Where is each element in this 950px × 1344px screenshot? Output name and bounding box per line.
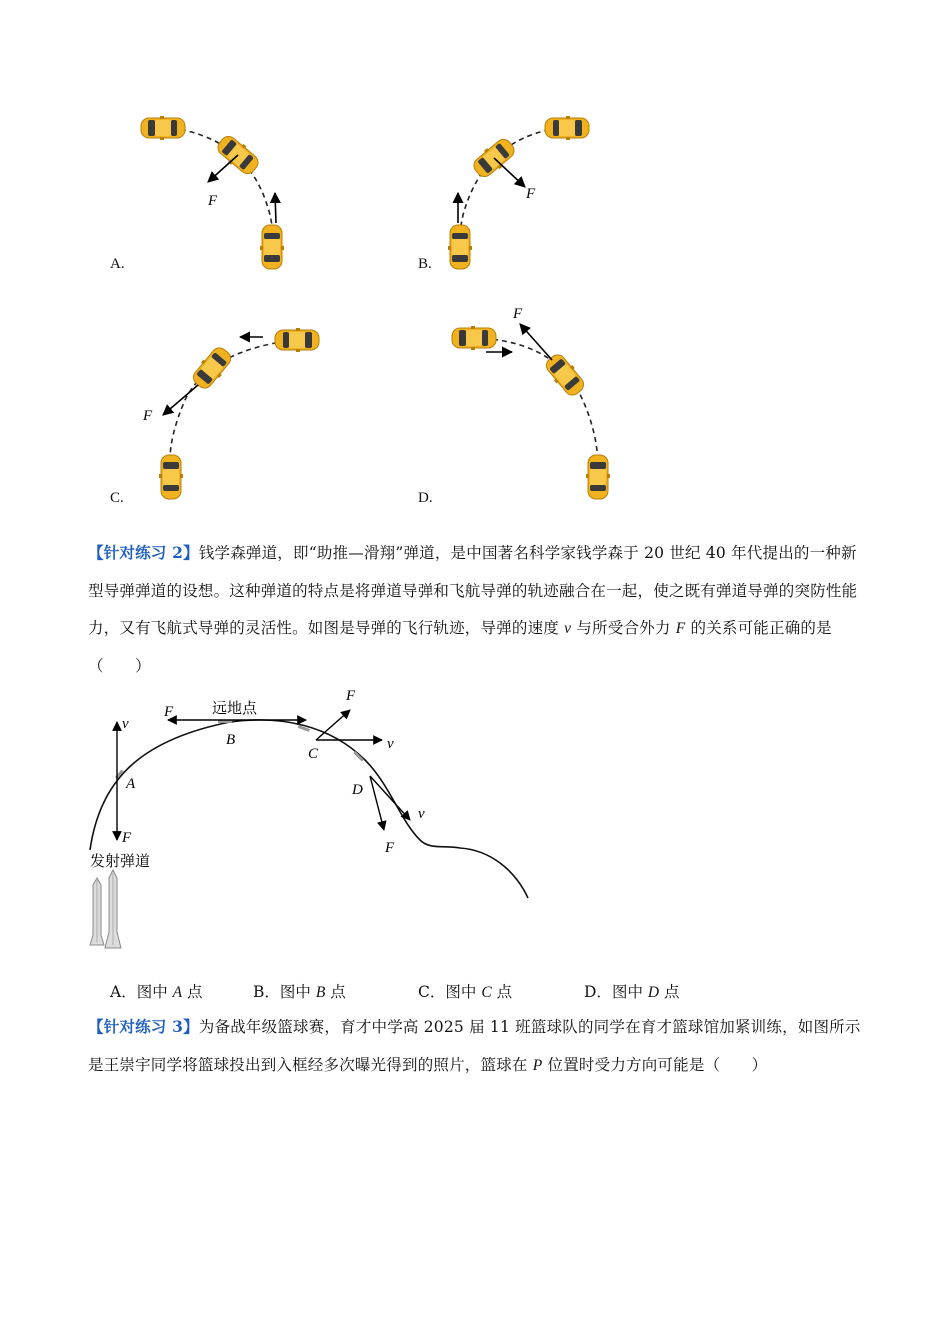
car-icon: [542, 350, 589, 399]
car-icon: [260, 225, 284, 269]
practice-3-question: [88, 1008, 868, 1084]
velocity-label: v: [387, 736, 394, 752]
force-label: F: [385, 840, 395, 856]
choice-letter: C．: [418, 983, 446, 1001]
car-icon: [275, 328, 319, 352]
choice-a[interactable]: [110, 980, 203, 1002]
choice-text: 点: [659, 983, 680, 1001]
choice-letter: A．: [110, 983, 137, 1001]
choice-text: 图中: [279, 983, 316, 1001]
car-icon: [141, 116, 185, 140]
option-d-label: D.: [418, 490, 433, 506]
force-label: F: [346, 688, 356, 704]
choice-point: C: [481, 984, 492, 1001]
point-c-label: C: [308, 746, 319, 762]
force-label: F: [143, 408, 153, 424]
velocity-symbol: v: [564, 620, 572, 637]
question-text: 与所受合外力: [571, 619, 676, 637]
choice-b[interactable]: [253, 980, 346, 1002]
car-icon: [448, 225, 472, 269]
practice-3-tag: 【针对练习 3】: [88, 1017, 199, 1036]
practice-2-question: [88, 534, 868, 685]
missile-trajectory-diagram: [80, 680, 550, 960]
choice-text: 点: [182, 983, 203, 1001]
choice-text: 点: [491, 983, 513, 1001]
choice-point: D: [647, 984, 660, 1001]
force-symbol: F: [675, 620, 686, 637]
choice-d[interactable]: [584, 980, 680, 1002]
rocket-icon: [90, 878, 104, 945]
car-icon: [586, 455, 610, 499]
choice-letter: D．: [584, 983, 612, 1001]
choice-c[interactable]: [418, 980, 512, 1002]
force-label: F: [513, 306, 523, 322]
position-symbol: P: [532, 1056, 543, 1074]
car-diagram-c: [130, 320, 340, 510]
question-text: 钱学森弹道，即“助推—滑翔”弹道，是中国著名科学家钱学森于 20 世纪 40 年代提出的一种新型导弹弹道的设想。这种弹道的特点是将弹道导弹和飞航导弹的轨迹融合在一起，使之既有弹道导弹的突防性能力，又有飞航式导弹的灵活性。如图是导弹的飞行轨迹，导弹的速度: [88, 544, 858, 637]
question-text: 的关系可能正确的是（ ）: [88, 619, 832, 675]
choice-point: B: [315, 984, 326, 1001]
car-icon: [452, 326, 496, 350]
option-b-label: B.: [418, 256, 432, 272]
choice-point: A: [172, 984, 183, 1001]
force-label: F: [526, 186, 536, 202]
velocity-label: v: [122, 716, 129, 732]
choice-text: 图中: [136, 983, 173, 1001]
car-diagram-d: [430, 300, 640, 510]
point-b-label: B: [226, 732, 236, 748]
practice-2-tag: 【针对练习 2】: [88, 543, 199, 562]
rocket-icon: [105, 870, 121, 948]
choice-text: 点: [325, 983, 346, 1001]
question-text: 位置时受力方向可能是（ ）: [542, 1055, 768, 1074]
apogee-label: 远地点: [212, 701, 258, 717]
car-icon: [189, 343, 236, 392]
car-icon: [545, 116, 589, 140]
choice-text: 图中: [611, 983, 648, 1001]
question-text: 为备战年级篮球赛，育才中学高 2025 届 11 班篮球队的同学在育才篮球馆加紧训练，如图所示是王崇宇同学将篮球投出到入框经多次曝光得到的照片，篮球在: [88, 1018, 861, 1074]
point-a-label: A: [126, 776, 136, 792]
car-diagram-a: [120, 105, 320, 285]
option-a-label: A.: [110, 256, 125, 272]
force-label: F: [164, 704, 174, 720]
force-label: F: [208, 193, 218, 209]
force-label: F: [122, 830, 132, 846]
point-d-label: D: [352, 782, 363, 798]
option-c-label: C.: [110, 490, 124, 506]
velocity-label: v: [418, 806, 425, 822]
launch-label: 发射弹道: [90, 854, 151, 870]
car-icon: [159, 455, 183, 499]
choice-text: 图中: [445, 983, 482, 1001]
choice-letter: B．: [253, 983, 280, 1001]
car-diagram-b: [430, 105, 630, 285]
